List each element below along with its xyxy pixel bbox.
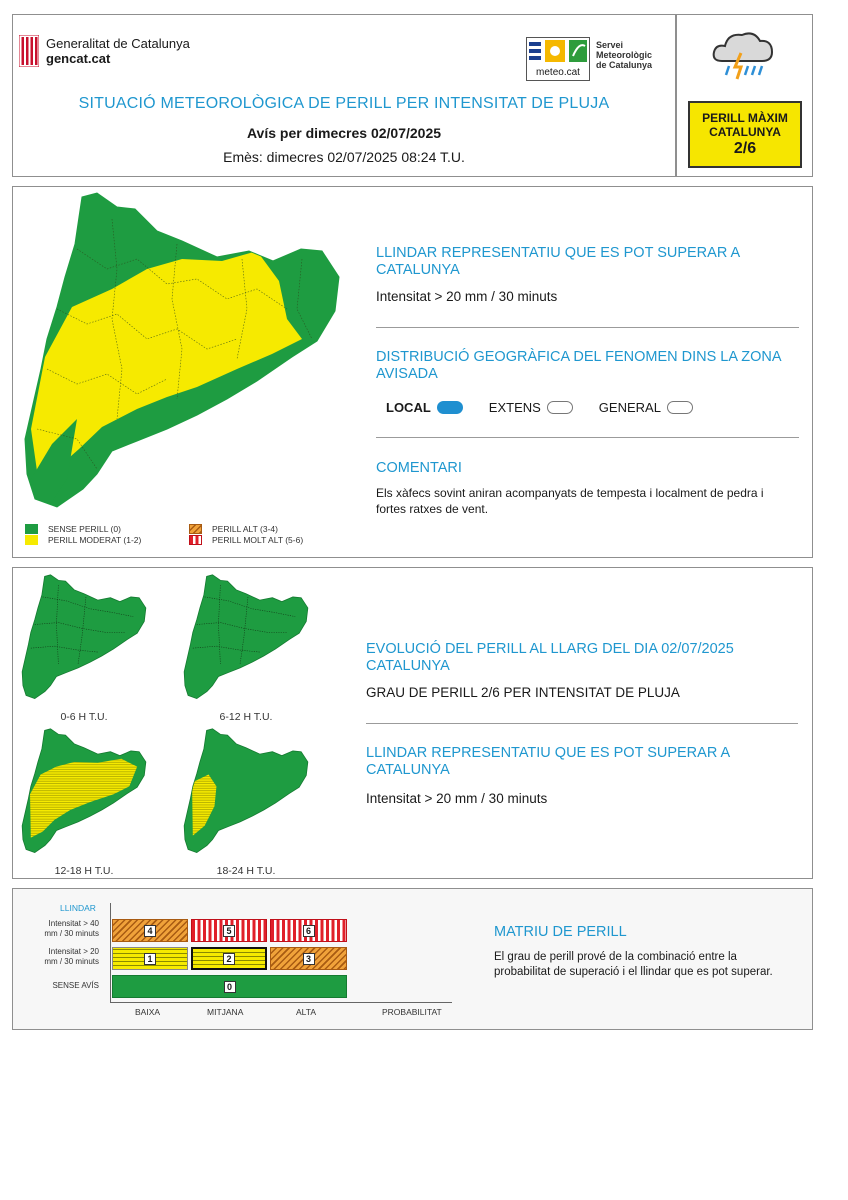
legend-label: PERILL MODERAT (1-2) — [48, 534, 142, 545]
map-caption: 18-24 H T.U. — [216, 865, 276, 877]
map-period-0-6 — [19, 570, 149, 705]
meteocat-name-3: de Catalunya — [596, 60, 653, 70]
divider — [366, 723, 798, 724]
matrix-cell-1 — [112, 947, 188, 970]
matrix-cell-value: 3 — [303, 953, 315, 965]
comments-text: Els xàfecs sovint aniran acompanyats de tempesta i localment de pedra i fortes ratxes de vent. — [376, 486, 764, 516]
matrix-row-label-moderate — [17, 947, 99, 967]
matrix-x-label-low: BAIXA — [135, 1007, 161, 1017]
catalonia-danger-map — [17, 189, 347, 515]
distribution-options — [386, 400, 693, 415]
legend-item-no-danger — [25, 523, 141, 534]
map-period-18-24 — [181, 724, 311, 859]
matrix-cell-value: 1 — [144, 953, 156, 965]
threshold-title: LLINDAR REPRESENTATIU QUE ES POT SUPERAR A CATALUNYA — [376, 245, 740, 278]
legend-swatch-red — [189, 535, 202, 545]
legend-item-very-high — [189, 534, 303, 545]
distribution-general-toggle[interactable] — [667, 401, 693, 414]
evolution-threshold-title: LLINDAR REPRESENTATIU QUE ES POT SUPERAR A CATALUNYA — [366, 745, 730, 778]
evolution-threshold-value: Intensitat > 20 mm / 30 minuts — [366, 791, 548, 806]
distribution-extens-toggle[interactable] — [547, 401, 573, 414]
legend-swatch-orange — [189, 524, 202, 534]
max-danger-level: 2/6 — [733, 140, 757, 157]
matrix-description: El grau de perill prové de la combinació entre la probabilitat de superació i el llindar que es pot superar. — [494, 951, 773, 978]
meteocat-symbols-icon — [527, 38, 589, 68]
max-danger-badge — [688, 101, 802, 168]
gencat-name: Generalitat de Catalunya — [46, 36, 190, 51]
current-warning-panel — [12, 186, 813, 558]
meteocat-logo[interactable] — [526, 37, 652, 81]
legend-item-moderate — [25, 534, 141, 545]
matrix-x-title: PROBABILITAT — [382, 1007, 442, 1017]
meteocat-name-2: Meteorològic — [596, 50, 653, 60]
matrix-x-axis — [110, 1002, 452, 1003]
row-label-line-2: mm / 30 minuts — [44, 957, 99, 966]
legend-swatch-yellow — [25, 535, 38, 545]
map-legend — [25, 523, 141, 545]
divider — [376, 327, 799, 328]
matrix-cell-value: 6 — [303, 925, 315, 937]
legend-swatch-green — [25, 524, 38, 534]
max-danger-label-1: PERILL MÀXIM — [702, 111, 788, 125]
header-panel — [12, 14, 813, 177]
matrix-cell-3 — [270, 947, 347, 970]
map-caption: 0-6 H T.U. — [60, 711, 108, 723]
comments-title: COMENTARI — [376, 460, 462, 476]
evolution-level-text: GRAU DE PERILL 2/6 PER INTENSITAT DE PLUJA — [366, 685, 680, 700]
distribution-extens-label: EXTENS — [488, 400, 541, 415]
legend-label: PERILL ALT (3-4) — [212, 523, 278, 534]
row-label-line-1: Intensitat > 20 — [48, 947, 99, 956]
map-legend-2 — [189, 523, 303, 545]
matrix-title: MATRIU DE PERILL — [494, 924, 627, 940]
rain-thunder-cloud-icon — [708, 25, 778, 85]
meteocat-badge-label: meteo.cat — [536, 67, 580, 78]
distribution-title: DISTRIBUCIÓ GEOGRÀFICA DEL FENOMEN DINS LA ZONA AVISADA — [376, 349, 781, 382]
matrix-cell-value: 0 — [224, 981, 236, 993]
gencat-domain: gencat.cat — [46, 51, 111, 66]
meteocat-name — [596, 37, 652, 70]
meteocat-badge — [526, 37, 590, 81]
matrix-cell-6 — [270, 919, 347, 942]
map-caption: 6-12 H T.U. — [219, 711, 273, 723]
matrix-cell-4 — [112, 919, 188, 942]
matrix-x-label-high: ALTA — [296, 1007, 316, 1017]
row-label-line-1: Intensitat > 40 — [48, 919, 99, 928]
evolution-title: EVOLUCIÓ DEL PERILL AL LLARG DEL DIA 02/07/2025 CATALUNYA — [366, 641, 734, 674]
max-danger-label-2: CATALUNYA — [709, 125, 781, 139]
matrix-x-label-medium: MITJANA — [207, 1007, 244, 1017]
map-period-12-18 — [19, 724, 149, 859]
matrix-cell-value: 5 — [223, 925, 235, 937]
map-period-6-12 — [181, 570, 311, 705]
matrix-cell-value: 2 — [223, 953, 235, 965]
gencat-text — [46, 36, 190, 66]
issued-timestamp: Emès: dimecres 02/07/2025 08:24 T.U. — [223, 149, 465, 165]
legend-item-high — [189, 523, 303, 534]
map-caption: 12-18 H T.U. — [54, 865, 114, 877]
header-divider — [675, 15, 677, 176]
senyera-icon — [19, 35, 39, 67]
distribution-local-toggle[interactable] — [437, 401, 463, 414]
matrix-cell-2-current — [191, 947, 267, 970]
matrix-cell-0 — [112, 975, 347, 998]
matrix-row-label-none: SENSE AVÍS — [52, 981, 99, 990]
matrix-cell-value: 4 — [144, 925, 156, 937]
row-label-line-2: mm / 30 minuts — [44, 929, 99, 938]
distribution-local-label: LOCAL — [386, 400, 431, 415]
matrix-y-axis — [110, 903, 111, 1003]
gencat-logo[interactable] — [19, 35, 190, 67]
legend-label: SENSE PERILL (0) — [48, 523, 121, 534]
warning-date: Avís per dimecres 02/07/2025 — [246, 125, 442, 141]
threshold-value: Intensitat > 20 mm / 30 minuts — [376, 289, 558, 304]
meteocat-name-1: Servei — [596, 40, 624, 50]
distribution-general-label: GENERAL — [598, 400, 661, 415]
matrix-cell-5 — [191, 919, 267, 942]
matrix-row-label-high — [17, 919, 99, 939]
matrix-y-title: LLINDAR — [60, 903, 96, 913]
evolution-panel — [12, 567, 813, 879]
legend-label: PERILL MOLT ALT (5-6) — [212, 534, 304, 545]
divider — [376, 437, 799, 438]
page-title: SITUACIÓ METEOROLÒGICA DE PERILL PER INTENSITAT DE PLUJA — [78, 95, 610, 112]
danger-matrix-panel — [12, 888, 813, 1030]
